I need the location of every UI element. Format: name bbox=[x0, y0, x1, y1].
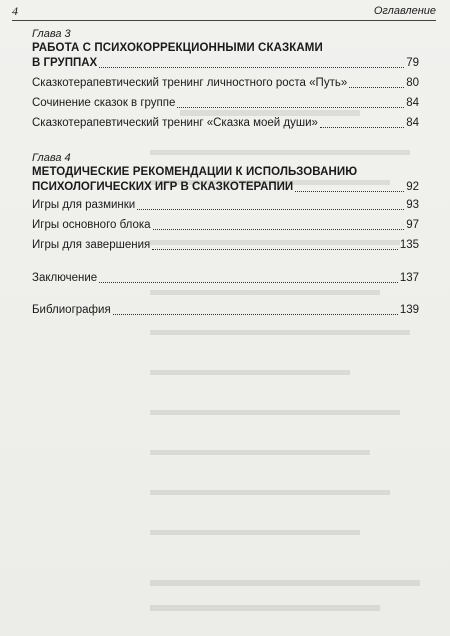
dot-leader bbox=[99, 67, 404, 68]
entry-title: Игры для разминки bbox=[32, 199, 136, 211]
running-header bbox=[12, 4, 436, 21]
chapter-title-last-line: ПСИХОЛОГИЧЕСКИХ ИГР В СКАЗКОТЕРАПИИ bbox=[32, 181, 294, 193]
dot-leader bbox=[137, 209, 404, 210]
toc-entry-conclusion[interactable] bbox=[32, 271, 419, 286]
entry-title: Игры для завершения bbox=[32, 239, 151, 251]
dot-leader bbox=[153, 229, 405, 230]
chapter-title: МЕТОДИЧЕСКИЕ РЕКОМЕНДАЦИИ К ИСПОЛЬЗОВАНИЮ bbox=[32, 166, 358, 178]
dot-leader bbox=[152, 249, 398, 250]
running-title: Оглавление bbox=[373, 5, 436, 17]
dot-leader bbox=[113, 314, 398, 315]
toc-entry[interactable] bbox=[32, 180, 419, 195]
entry-title: Игры основного блока bbox=[32, 219, 151, 231]
page-ref: 139 bbox=[399, 304, 419, 316]
entry-title: Библиография bbox=[32, 304, 111, 316]
dot-leader bbox=[320, 127, 404, 128]
dot-leader bbox=[295, 191, 404, 192]
chapter-label: Глава 3 bbox=[32, 28, 71, 40]
table-of-contents bbox=[32, 28, 419, 318]
page-ref: 84 bbox=[406, 97, 419, 109]
dot-leader bbox=[349, 87, 404, 88]
chapter-block bbox=[32, 152, 419, 253]
dot-leader bbox=[99, 282, 398, 283]
toc-entry[interactable] bbox=[32, 56, 419, 71]
entry-title: Заключение bbox=[32, 272, 98, 284]
toc-entry[interactable] bbox=[32, 218, 419, 233]
chapter-title-last-line: В ГРУППАХ bbox=[32, 57, 98, 69]
entry-title: Сказкотерапевтический тренинг «Сказка моей души» bbox=[32, 117, 318, 129]
chapter-title: РАБОТА С ПСИХОКОРРЕКЦИОННЫМИ СКАЗКАМИ bbox=[32, 42, 323, 54]
toc-entry[interactable] bbox=[32, 198, 419, 213]
page-ref: 79 bbox=[406, 57, 419, 69]
toc-entry[interactable] bbox=[32, 96, 419, 111]
toc-entry[interactable] bbox=[32, 238, 419, 253]
entry-title: Сочинение сказок в группе bbox=[32, 97, 176, 109]
chapter-label: Глава 4 bbox=[32, 152, 71, 164]
page-ref: 97 bbox=[406, 219, 419, 231]
page-ref: 84 bbox=[406, 117, 419, 129]
toc-entry[interactable] bbox=[32, 116, 419, 131]
toc-entry-bibliography[interactable] bbox=[32, 303, 419, 318]
page-number: 4 bbox=[12, 4, 18, 18]
page-ref: 135 bbox=[399, 239, 419, 251]
page-ref: 93 bbox=[406, 199, 419, 211]
page-ref: 92 bbox=[406, 181, 419, 193]
page-ref: 80 bbox=[406, 77, 419, 89]
entry-title: Сказкотерапевтический тренинг личностного роста «Путь» bbox=[32, 77, 348, 89]
toc-entry[interactable] bbox=[32, 76, 419, 91]
dot-leader bbox=[177, 107, 404, 108]
chapter-block bbox=[32, 28, 419, 131]
page-ref: 137 bbox=[399, 272, 419, 284]
